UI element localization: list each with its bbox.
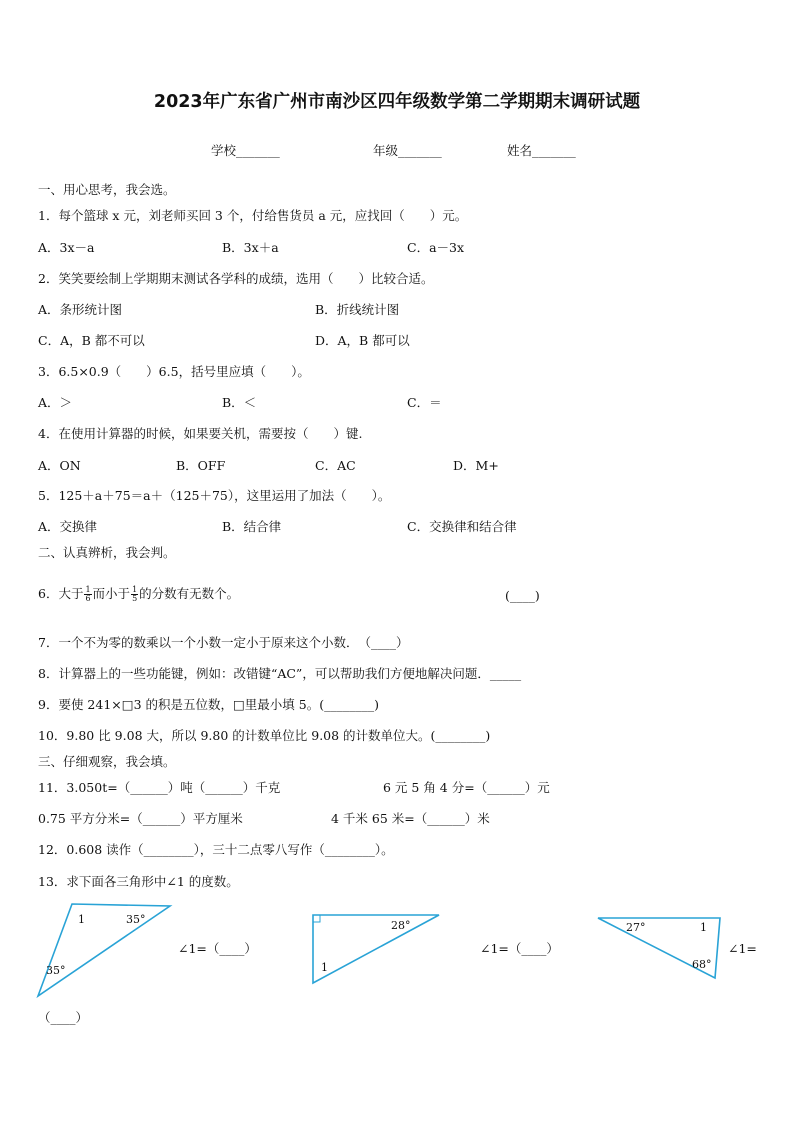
option-3c: C．＝: [407, 395, 442, 410]
answer-blank-6: (____): [505, 588, 540, 603]
question-6-post: 的分数有无数个。: [139, 586, 240, 601]
option-3a: A．＞: [38, 395, 73, 410]
question-8: 8．计算器上的一些功能键，例如：改错键“AC”，可以帮助我们方便地解决问题．_____: [38, 666, 522, 681]
question-5: 5．125＋a＋75＝a＋（125＋75），这里运用了加法（ ）。: [38, 488, 391, 503]
triangle-3-angle-label: 1: [700, 921, 707, 934]
question-7: 7．一个不为零的数乘以一个小数一定小于原来这个小数． （____）: [38, 635, 409, 650]
option-4c: C．AC: [315, 458, 356, 473]
triangle-1-angle-top: 35°: [126, 913, 146, 926]
question-11-a: 11．3.050t=（______）吨（______）千克: [38, 780, 281, 795]
answer-blank-13-1: ∠1=（____）: [178, 941, 257, 956]
answer-label-13-3: ∠1=: [728, 941, 757, 956]
question-2: 2．笑笑要绘制上学期期末测试各学科的成绩，选用（ ）比较合适。: [38, 271, 434, 286]
answer-blank-13-2: ∠1=（____）: [480, 941, 559, 956]
option-3b: B．＜: [222, 395, 257, 410]
question-6-pre: 6．大于: [38, 586, 84, 601]
fraction-one-sixth: $\frac{1}{6}$: [85, 585, 91, 603]
section-heading-3: 三、仔细观察，我会填。: [38, 754, 176, 769]
answer-blank-13-3: （____）: [38, 1010, 89, 1025]
school-field: 学校_______: [211, 143, 280, 158]
question-13: 13．求下面各三角形中∠1 的度数。: [38, 874, 239, 889]
option-1b: B．3x＋a: [222, 240, 279, 255]
option-1a: A．3x－a: [38, 240, 95, 255]
question-10: 10．9.80 比 9.08 大，所以 9.80 的计数单位比 9.08 的计数单位大。(________): [38, 728, 491, 743]
option-4b: B．OFF: [176, 458, 226, 473]
triangle-1-shape: [38, 904, 170, 996]
fraction-one-fifth: $\frac{1}{5}$: [132, 585, 138, 603]
triangle-2: [305, 905, 445, 990]
question-4: 4．在使用计算器的时候，如果要关机，需要按（ ）键.: [38, 426, 363, 441]
page-title: 2023年广东省广州市南沙区四年级数学第二学期期末调研试题: [153, 92, 641, 112]
section-heading-2: 二、认真辨析，我会判。: [38, 545, 176, 560]
triangle-1-angle-bottom: 35°: [46, 964, 66, 977]
question-6-mid: 而小于: [92, 586, 131, 601]
question-6: [38, 586, 239, 603]
question-11-b: 6 元 5 角 4 分=（______）元: [383, 780, 550, 795]
triangle-2-shape: [313, 915, 439, 983]
question-11-d: 4 千米 65 米=（______）米: [331, 811, 490, 826]
question-11-c: 0.75 平方分米=（______）平方厘米: [38, 811, 243, 826]
grade-field: 年级_______: [373, 143, 442, 158]
triangle-3-angle-left: 27°: [626, 921, 646, 934]
right-angle-marker: [313, 915, 320, 922]
option-5a: A．交换律: [38, 519, 98, 534]
triangle-2-angle-label: 1: [321, 961, 328, 974]
triangle-2-angle-top: 28°: [391, 919, 411, 932]
question-9: 9．要使 241×□3 的积是五位数，□里最小填 5。(________): [38, 697, 379, 712]
option-1c: C．a－3x: [407, 240, 465, 255]
triangle-1-angle-label: 1: [78, 913, 85, 926]
option-5c: C．交换律和结合律: [407, 519, 517, 534]
option-5b: B．结合律: [222, 519, 282, 534]
option-2c: C．A，B 都不可以: [38, 333, 145, 348]
question-1: 1．每个篮球 x 元，刘老师买回 3 个，付给售货员 a 元，应找回（ ）元。: [38, 208, 468, 223]
option-4d: D．M+: [453, 458, 499, 473]
option-2a: A．条形统计图: [38, 302, 123, 317]
option-2d: D．A，B 都可以: [315, 333, 410, 348]
triangle-3: [590, 910, 725, 985]
triangle-1: [30, 896, 180, 1006]
question-3: 3．6.5×0.9（ ）6.5，括号里应填（ ）。: [38, 364, 310, 379]
question-12: 12．0.608 读作（________），三十二点零八写作（________）。: [38, 842, 394, 857]
section-heading-1: 一、用心思考，我会选。: [38, 182, 176, 197]
name-field: 姓名_______: [507, 143, 576, 158]
option-2b: B．折线统计图: [315, 302, 400, 317]
triangle-3-angle-bottom: 68°: [692, 958, 712, 971]
option-4a: A．ON: [38, 458, 81, 473]
